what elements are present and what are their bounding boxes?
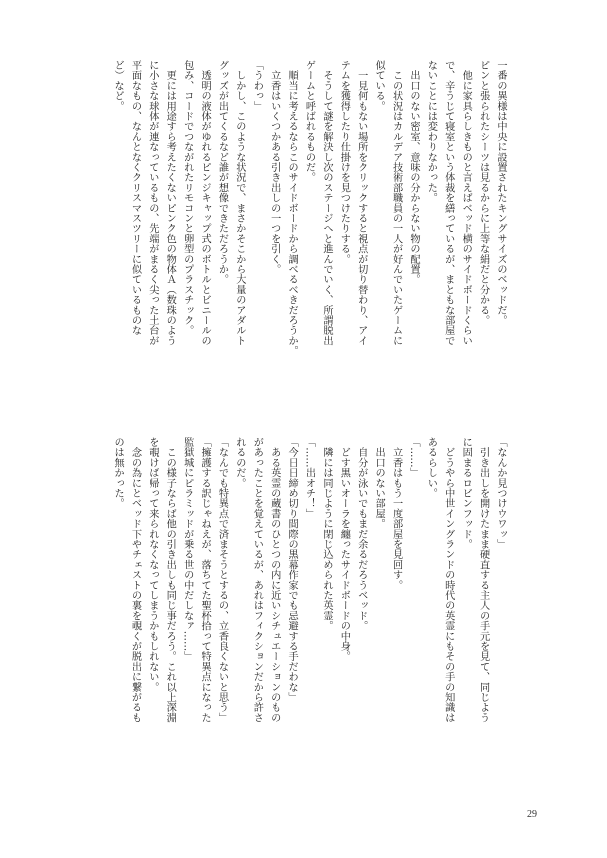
text-line: 監獄城にピラミッドが乗る世の中だしなァ……」	[181, 437, 193, 662]
text-line: 「なんか見つけウワッ」	[495, 437, 506, 550]
text-line: ど）など。	[112, 60, 124, 111]
text-line: 「今日日締め切り間際の黒幕作家でも忌避する手だわな」	[286, 437, 298, 703]
text-line: 似ている。	[373, 60, 385, 111]
text-line: に小さな球体が連なっているもの、先端がまるく尖った土台が	[146, 60, 158, 346]
text-line: この状況はカルデア技術部職員の一人が好んでいたゲームに	[390, 60, 402, 346]
text-line: あるらしい。	[425, 437, 437, 499]
text-line: 立香はもう一度部屋を見回す。	[390, 437, 402, 590]
text-line: で、辛うじて寝室という体裁を繕っているが、まともな部屋で	[442, 60, 454, 346]
text-line: れるのだ。	[233, 437, 245, 488]
text-line: 包み、コードでつながれたリモコンと卵型のプラスチック。	[181, 60, 193, 336]
text-line: 「うわっ」	[251, 60, 263, 111]
text-line: 「……出オチ！」	[303, 437, 315, 519]
text-line: があったことを覚えているが、あれはフィクションだから許さ	[251, 437, 263, 723]
text-line: 隣には同じように閉じ込められた英霊。	[320, 437, 332, 631]
text-line: 自分が泳いでもまだ余るだろうベッド。	[355, 437, 367, 631]
text-line: に固まるロビンフッド。	[460, 437, 472, 550]
text-line: ゲームと呼ばれるものだ。	[303, 60, 315, 183]
text-line: のは無かった。	[112, 437, 124, 509]
text-line: グッズが出てくるなど誰が想像できただろうか。	[216, 60, 228, 285]
text-line: この様子ならば他の引き出しも同じ事だろう。これ以上深淵	[164, 437, 176, 723]
text-line: 念の為にとベッド下やチェストの裏を覗くが脱出に繋がるも	[129, 437, 141, 723]
text-line: 出口のない部屋。	[373, 437, 385, 529]
text-line: 他に家具らしきものと言えばベッド横のサイドボードくらい	[460, 60, 472, 346]
text-line: 平面なもの、なんとなくクリスマスツリーに似ているものな	[129, 60, 141, 336]
text-line: 引き出しを開けたまま硬直する主人の手元を見て、同じよう	[477, 437, 489, 723]
text-line: 「……」	[407, 437, 419, 478]
text-line: テムを獲得したり仕掛けを見つけたりする。	[338, 60, 350, 264]
text-line: 出口のない密室、意味の分からない物の配置。	[407, 60, 419, 285]
upper-text-section	[109, 60, 509, 400]
text-line: ピンと張られたシーツは見るからに上等な絹だと分かる。	[477, 60, 489, 326]
text-line: ないことには変わりなかった。	[425, 60, 437, 203]
text-line: 立香はいくつかある引き出しの一つを引く。	[268, 60, 280, 275]
lower-text-section	[109, 437, 509, 797]
text-line: しかし、このような状況で、まさかそこから大量のアダルト	[233, 60, 245, 346]
text-line: 「なんでも特異点で済まそうとするの、立香良くないと思う」	[216, 437, 228, 723]
text-line: ある英霊の蔵書のひとつの内に近いシチュエーションのもの	[268, 437, 280, 723]
text-line: どす黒いオーラを纏ったサイドボードの中身。	[338, 437, 350, 662]
text-line: 一見何もない場所をクリックすると視点が切り替わり、アイ	[355, 60, 367, 346]
text-line: 順当に考えるならこのサイドボードから調べるべきだろうか。	[286, 60, 298, 356]
text-line: 一番の異様は中央に設置されたキングサイズのベッドだ。	[495, 60, 506, 326]
text-line: を覗けば帰って来られなくなってしまうかもしれない。	[146, 437, 158, 692]
text-line: 「擁護する訳じゃねえが、落ちてた聖杯拾って特異点になった	[199, 437, 211, 723]
text-line: 更には用途すら考えたくないピンク色の物体Ａ（数珠のよう	[164, 60, 176, 346]
page-number: 29	[527, 809, 537, 820]
text-line: どうやら中世イングランドの時代の英霊にもその手の知識は	[442, 437, 454, 723]
text-line: 透明の液体がゆれるピンジキャップ式のボトルとビニールの	[199, 60, 211, 346]
text-line: そうして謎を解決し次のステージへと進んでいく、所謂脱出	[320, 60, 332, 346]
